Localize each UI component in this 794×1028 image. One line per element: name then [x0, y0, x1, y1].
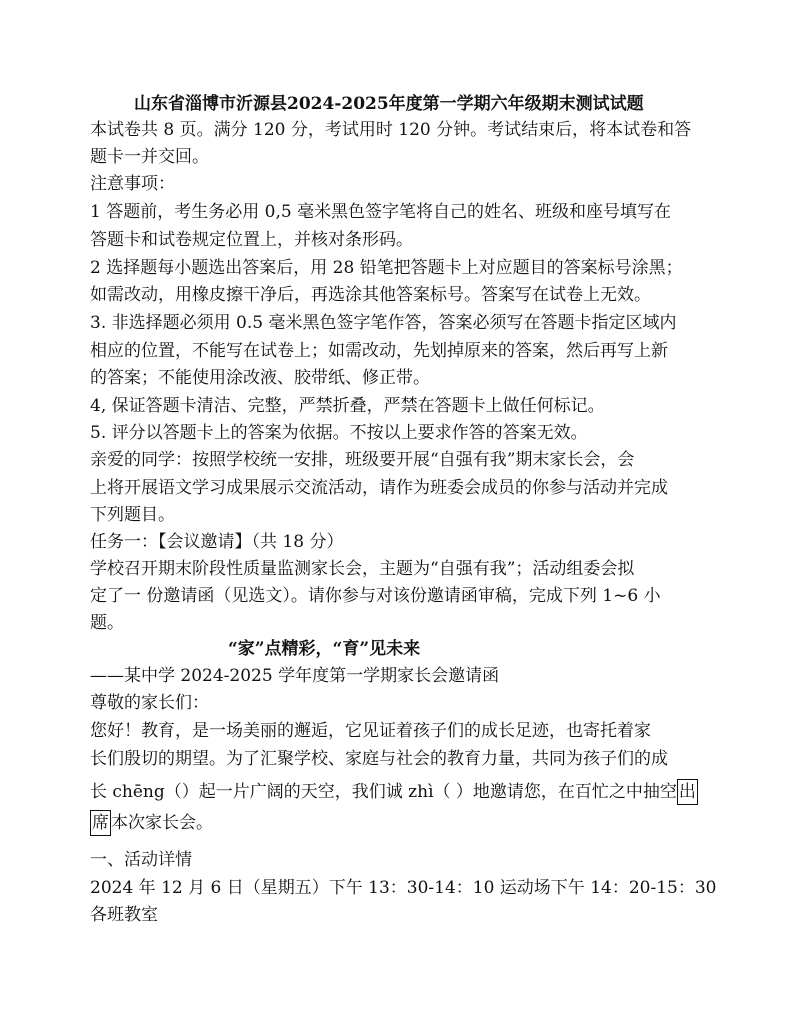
detail-line: 2024 年 12 月 6 日（星期五）下午 13：30-14：10 运动场下午 14：20-15：30	[90, 878, 717, 898]
notice-line: 3. 非选择题必须用 0.5 毫米黑色签字笔作答，答案必须写在答题卡指定区域内	[90, 313, 677, 333]
task-desc-line: 题。	[90, 613, 124, 633]
letter-line-3-text: 长 chēng（）起一片广阔的天空，我们诚 zhì（ ）地邀请您，在百忙之中抽空	[90, 782, 677, 802]
letter-subtitle: ——某中学 2024-2025 学年度第一学期家长会邀请函	[90, 666, 500, 686]
greeting-line: 下列题目。	[90, 505, 175, 525]
exam-title: 山东省淄博市沂源县2024-2025年度第一学期六年级期末测试试题	[134, 94, 644, 114]
notice-heading: 注意事项：	[90, 174, 175, 194]
task-heading: 任务一：【会议邀请】（共 18 分）	[90, 532, 344, 552]
notice-line: 如需改动，用橡皮擦干净后，再选涂其他答案标号。答案写在试卷上无效。	[90, 285, 651, 305]
letter-line-4-text: 本次家长会。	[111, 813, 213, 833]
notice-line: 1 答题前，考生务必用 0,5 毫米黑色签字笔将自己的姓名、班级和座号填写在	[90, 202, 672, 222]
notice-line: 4, 保证答题卡清洁、完整，严禁折叠，严禁在答题卡上做任何标记。	[90, 396, 605, 416]
task-desc-line: 定了一 份邀请函（见选文）。请你参与对该份邀请函审稿，完成下列 1~6 小	[90, 586, 661, 606]
notice-line: 相应的位置，不能写在试卷上；如需改动，先划掉原来的答案，然后再写上新	[90, 341, 668, 361]
intro-line-2: 题卡一并交回。	[90, 147, 209, 167]
boxed-char: 出	[677, 779, 698, 805]
letter-title: “家”点精彩，“育”见未来	[228, 639, 421, 659]
boxed-char: 席	[90, 810, 111, 836]
notice-line: 答题卡和试卷规定位置上，并核对条形码。	[90, 230, 413, 250]
letter-body-line: 您好！教育，是一场美丽的邂逅，它见证着孩子们的成长足迹，也寄托着家	[90, 721, 651, 741]
greeting-line: 亲爱的同学：按照学校统一安排，班级要开展“自强有我”期末家长会，会	[90, 450, 635, 470]
notice-line: 2 选择题每小题选出答案后，用 28 铅笔把答题卡上对应题目的答案标号涂黑；	[90, 258, 683, 278]
greeting-line: 上将开展语文学习成果展示交流活动，请作为班委会成员的你参与活动并完成	[90, 478, 668, 498]
letter-body-line-4	[90, 810, 730, 836]
task-desc-line: 学校召开期末阶段性质量监测家长会，主题为“自强有我”；活动组委会拟	[90, 559, 635, 579]
intro-line-1: 本试卷共 8 页。满分 120 分，考试用时 120 分钟。考试结束后，将本试卷和答	[90, 120, 692, 140]
detail-line: 各班教室	[90, 905, 158, 925]
notice-line: 的答案；不能使用涂改液、胶带纸、修正带。	[90, 368, 430, 388]
letter-body-line: 长们殷切的期望。为了汇聚学校、家庭与社会的教育力量，共同为孩子们的成	[90, 749, 668, 769]
section-heading: 一、活动详情	[90, 850, 192, 870]
letter-salutation: 尊敬的家长们：	[90, 693, 209, 713]
notice-line: 5. 评分以答题卡上的答案为依据。不按以上要求作答的答案无效。	[90, 423, 588, 443]
letter-body-line-blanks	[90, 779, 730, 805]
